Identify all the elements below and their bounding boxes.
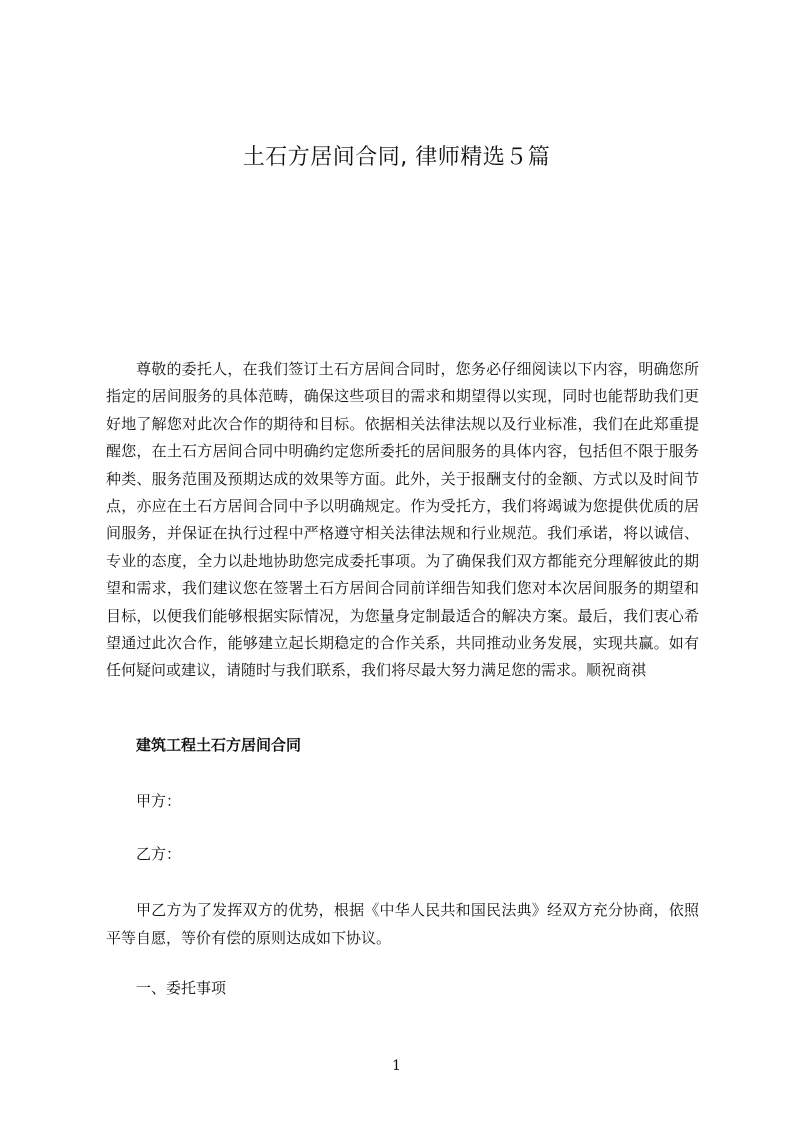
page-number: 1: [392, 1058, 401, 1074]
agreement-paragraph: 甲乙方为了发挥双方的优势，根据《中华人民共和国民法典》经双方充分协商，依照平等自愿，等价有偿的原则达成如下协议。: [106, 901, 699, 947]
contract-heading: 建筑工程土石方居间合同: [136, 736, 302, 754]
party-b-label: 乙方：: [136, 845, 182, 863]
document-title: 土石方居间合同, 律师精选５篇: [242, 145, 551, 170]
party-a-label: 甲方：: [136, 792, 182, 810]
section-1-heading: 一、委托事项: [136, 979, 227, 997]
intro-paragraph: 尊敬的委托人，在我们签订土石方居间合同时，您务必仔细阅读以下内容，明确您所指定的居间服务的具体范畴，确保这些项目的需求和期望得以实现，同时也能帮助我们更好地了解您对此次合作的期待和目标。依据相关法律法规以及行业标准，我们在此郑重提醒您，在土石方居间合同中明确约定您所委托的居间服务的具体内容，包括但不限于服务种类、服务范围及预期达成的效果等方面。此外，关于报酬支付的金额、方式以及时间节点，亦应在土石方居间合同中予以明确规定。作为受托方，我们将竭诚为您提供优质的居间服务，并保证在执行过程中严格遵守相关法律法规和行业规范。我们承诺，将以诚信、专业的态度，全力以赴地协助您完成委托事项。为了确保我们双方都能充分理解彼此的期望和需求，我们建议您在签署土石方居间合同前详细告知我们您对本次居间服务的期望和目标，以便我们能够根据实际情况，为您量身定制最适合的解决方案。最后，我们衷心希望通过此次合作，能够建立起长期稳定的合作关系，共同推动业务发展，实现共赢。如有任何疑问或建议，请随时与我们联系，我们将尽最大努力满足您的需求。顺祝商祺: [106, 360, 699, 680]
